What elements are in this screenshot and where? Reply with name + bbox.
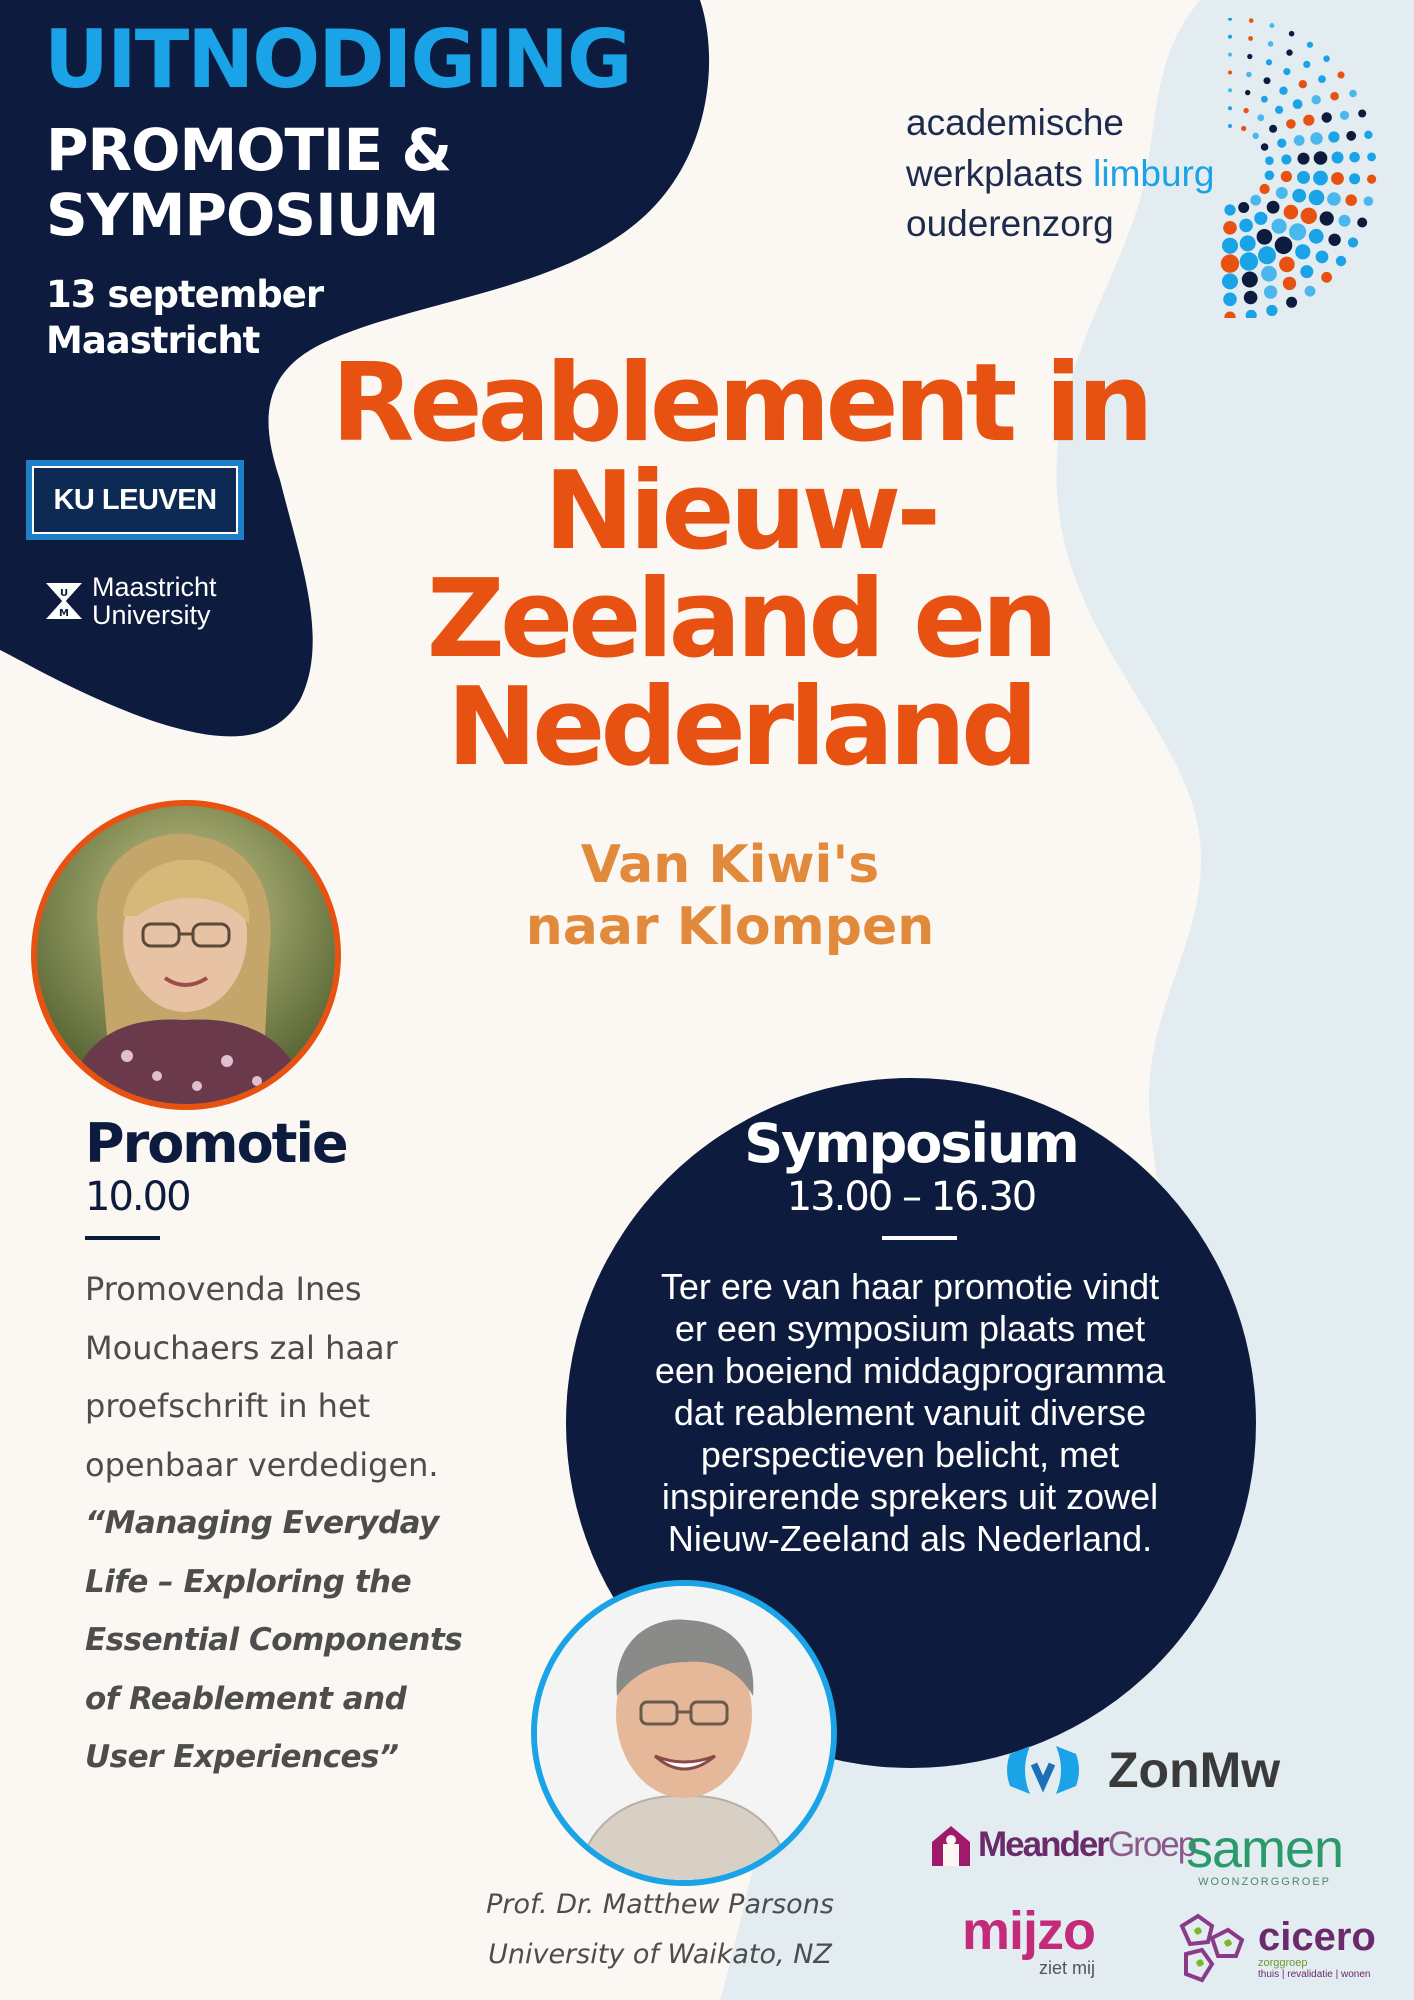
awlo-dot <box>1328 131 1339 142</box>
awlo-dot <box>1228 35 1232 39</box>
awlo-dot <box>1327 192 1341 206</box>
awlo-dot <box>1299 80 1307 88</box>
awlo-dot <box>1269 23 1274 28</box>
thesis-line: Life – Exploring the <box>85 1563 412 1600</box>
awlo-dot <box>1283 277 1296 290</box>
awlo-dot <box>1221 254 1239 272</box>
awlo-dot <box>1266 59 1272 65</box>
awlo-dot <box>1289 31 1295 37</box>
awlo-dot <box>1293 99 1303 109</box>
samen-sub-label: WOONZORGGROEP <box>1198 1876 1332 1888</box>
subtitle-line2: naar Klompen <box>525 897 935 958</box>
awlo-dot <box>1228 18 1232 21</box>
awlo-dot <box>1224 204 1235 215</box>
awlo-dot <box>1261 143 1269 151</box>
main-title <box>270 341 1210 790</box>
awlo-dot <box>1345 194 1357 206</box>
awlo-dot <box>1275 237 1293 255</box>
awlo-dot <box>1242 272 1258 288</box>
awlo-dot <box>1272 219 1287 234</box>
awlo-dot <box>1292 189 1306 203</box>
cicero-sub-label: zorggroep <box>1258 1956 1308 1969</box>
awlo-dot <box>1301 208 1317 224</box>
awlo-dot <box>1330 92 1339 101</box>
symposium-line: een boeiend middagprogramma <box>654 1350 1166 1391</box>
awlo-dot <box>1309 190 1325 206</box>
symposium-line: Ter ere van haar promotie vindt <box>660 1266 1160 1307</box>
awlo-dot <box>1349 152 1360 163</box>
mijzo-label: mijzo <box>962 1901 1096 1961</box>
awlo-dot <box>1228 106 1232 110</box>
awlo-dot <box>1364 131 1372 139</box>
symposium-description <box>600 1266 1220 1560</box>
awlo-dot <box>1316 251 1329 264</box>
awlo-dot <box>1328 234 1340 246</box>
awlo-dot <box>1222 238 1238 254</box>
awlo-dot <box>1339 215 1351 227</box>
awlo-dot <box>1261 266 1277 282</box>
symposium-line: perspectieven belicht, met <box>700 1434 1120 1475</box>
awlo-dot <box>1269 125 1277 133</box>
awlo-dot <box>1298 153 1310 165</box>
promotie-line: Mouchaers zal haar <box>85 1328 398 1367</box>
awlo-dot <box>1323 55 1330 62</box>
awlo-dot <box>1239 219 1253 233</box>
awlo-dot <box>1367 175 1376 184</box>
awlo-dot <box>1286 297 1297 308</box>
event-date: 13 september <box>46 273 324 316</box>
awlo-dot <box>1346 131 1356 141</box>
invitation-kicker: UITNODIGING <box>44 13 631 106</box>
awlo-dot <box>1295 244 1310 259</box>
title-line3: Zeeland en <box>426 557 1054 682</box>
meandergroep-logo <box>928 1822 1195 1868</box>
promotie-description <box>85 1260 485 1494</box>
event-city: Maastricht <box>46 319 260 363</box>
awlo-dot <box>1228 53 1232 57</box>
symposium-line: inspirerende sprekers uit zowel <box>661 1476 1159 1517</box>
awlo-line2-b: limburg <box>1093 152 1215 194</box>
awlo-dot <box>1367 153 1376 162</box>
awlo-dot <box>1277 139 1286 148</box>
title-line2: Nieuw- <box>543 449 937 574</box>
symposium-line: er een symposium plaats met <box>674 1308 1146 1349</box>
awlo-dot <box>1238 202 1249 213</box>
awlo-dot <box>1265 171 1275 181</box>
symposium-heading: Symposium <box>744 1112 1078 1175</box>
awlo-dot <box>1266 305 1277 316</box>
awlo-dot <box>1349 173 1360 184</box>
awlo-dot <box>1320 211 1334 225</box>
ku-leuven-logo <box>26 460 244 540</box>
awlo-dot <box>1336 256 1346 266</box>
awlo-dot <box>1222 273 1238 289</box>
awlo-dot <box>1286 119 1296 129</box>
svg-text:M: M <box>59 608 69 619</box>
samen-logo <box>1186 1819 1344 1888</box>
zonmw-emblem-icon <box>1000 1734 1086 1806</box>
awlo-dot <box>1228 71 1232 75</box>
awlo-dot <box>1297 171 1310 184</box>
speaker-caption <box>470 1880 850 1980</box>
um-name-line2: University <box>92 600 211 630</box>
awlo-dot <box>1309 229 1324 244</box>
subtitle <box>470 834 990 959</box>
awlo-dot <box>1267 201 1280 214</box>
meander-b: Groep <box>1107 1825 1196 1864</box>
zonmw-label: ZonMw <box>1108 1742 1281 1798</box>
awlo-dot <box>1314 151 1328 165</box>
awlo-dot <box>1264 77 1271 84</box>
awlo-dot <box>1275 106 1283 114</box>
um-emblem-icon <box>44 579 84 623</box>
awlo-dot <box>1228 124 1232 128</box>
awlo-dot <box>1253 133 1259 139</box>
event-type-line2: SYMPOSIUM <box>46 180 439 249</box>
awlo-dot <box>1294 135 1305 146</box>
title-line1: Reablement in <box>331 341 1149 466</box>
awlo-dot <box>1247 54 1252 59</box>
awlo-line1: academische <box>906 102 1125 143</box>
awlo-dot <box>1289 223 1306 240</box>
awlo-dot <box>1246 72 1252 78</box>
mijzo-sub-label: ziet mij <box>1039 1958 1096 1978</box>
speaker-name: Prof. Dr. Matthew Parsons <box>486 1889 834 1920</box>
awlo-dot <box>1228 88 1232 92</box>
meander-a: Meander <box>978 1825 1108 1864</box>
awlo-dot <box>1276 187 1288 199</box>
symposium-line: Nieuw-Zeeland als Nederland. <box>667 1518 1153 1559</box>
awlo-dot <box>1303 115 1314 126</box>
awlo-dot <box>1337 71 1344 78</box>
awlo-dot <box>1223 293 1237 307</box>
maastricht-university-logo <box>26 566 244 636</box>
awlo-dot <box>1261 96 1268 103</box>
subtitle-line1: Van Kiwi's <box>580 835 880 895</box>
awlo-dot <box>1248 36 1253 41</box>
awlo-dot <box>1321 272 1332 283</box>
awlo-dot <box>1279 257 1295 273</box>
symposium-divider <box>882 1236 957 1240</box>
awlo-dot <box>1279 87 1287 95</box>
thesis-line: Essential Components <box>85 1622 463 1658</box>
awlo-dot <box>1258 246 1276 264</box>
awlo-dot <box>1240 235 1256 251</box>
awlo-dot <box>1260 184 1270 194</box>
mijzo-logo <box>962 1901 1096 1979</box>
awlo-dot <box>1331 172 1344 185</box>
awlo-dot <box>1313 171 1328 186</box>
awlo-dot <box>1310 132 1322 144</box>
awlo-dot <box>1245 90 1250 95</box>
promotie-line: Promovenda Ines <box>85 1270 362 1308</box>
cicero-tagline: thuis | revalidatie | wonen <box>1258 1968 1371 1980</box>
awlo-dot <box>1249 18 1254 23</box>
awlo-dot <box>1312 95 1321 104</box>
awlo-dot <box>1286 49 1292 55</box>
awlo-dot <box>1307 42 1313 48</box>
thesis-line: User Experiences” <box>85 1739 399 1775</box>
awlo-dot <box>1283 68 1290 75</box>
thesis-line: of Reablement and <box>85 1680 407 1717</box>
promotie-line: openbaar verdedigen. <box>85 1445 439 1484</box>
awlo-dot <box>1244 291 1258 305</box>
promotie-heading: Promotie <box>85 1112 347 1175</box>
symposium-time: 13.00 – 16.30 <box>786 1174 1036 1220</box>
awlo-dots-icon <box>1120 18 1410 318</box>
awlo-dot <box>1268 41 1274 47</box>
promovenda-photo <box>31 800 341 1110</box>
um-name-line1: Maastricht <box>92 571 217 602</box>
awlo-dot <box>1300 265 1313 278</box>
svg-text:U: U <box>59 588 69 599</box>
awlo-dot <box>1349 90 1357 98</box>
awlo-dot <box>1340 111 1349 120</box>
event-type-line1: PROMOTIE & <box>46 116 452 184</box>
samen-label: samen <box>1186 1819 1344 1879</box>
awlo-dot <box>1332 152 1344 164</box>
awlo-dot <box>1364 196 1374 206</box>
event-type <box>46 118 451 248</box>
awlo-dot <box>1284 205 1299 220</box>
awlo-dot <box>1305 286 1316 297</box>
awlo-dot <box>1303 61 1310 68</box>
thesis-title <box>85 1494 505 1787</box>
awlo-dot <box>1357 218 1367 228</box>
awlo-dot <box>1318 75 1326 83</box>
awlo-dot <box>1246 310 1257 318</box>
promotie-time: 10.00 <box>85 1174 190 1220</box>
cicero-label: cicero <box>1258 1914 1376 1959</box>
maastricht-university-name <box>92 573 217 630</box>
awlo-dot <box>1358 110 1366 118</box>
title-line4: Nederland <box>446 665 1034 790</box>
promotie-line: proefschrift in het <box>85 1387 371 1425</box>
meandergroep-label <box>978 1825 1195 1865</box>
awlo-dot <box>1224 312 1235 319</box>
awlo-dot <box>1240 252 1258 270</box>
awlo-dot <box>1281 171 1292 182</box>
symposium-line: dat reablement vanuit diverse <box>673 1392 1147 1433</box>
awlo-dot <box>1223 221 1237 235</box>
cicero-emblem-icon <box>1172 1908 1252 1988</box>
awlo-line3: ouderenzorg <box>906 203 1114 245</box>
ku-leuven-label: KU LEUVEN <box>32 466 238 534</box>
awlo-dot <box>1348 237 1358 247</box>
cicero-logo <box>1172 1908 1376 1988</box>
awlo-dot <box>1265 156 1274 165</box>
thesis-line: “Managing Everyday <box>85 1505 439 1541</box>
speaker-affiliation: University of Waikato, NZ <box>488 1939 832 1970</box>
awlo-dot <box>1241 126 1246 131</box>
awlo-dot <box>1322 112 1332 122</box>
awlo-dot <box>1254 212 1267 225</box>
promotie-divider <box>85 1236 160 1240</box>
awlo-dot <box>1264 285 1277 298</box>
awlo-dot <box>1281 154 1291 164</box>
awlo-dot <box>1257 114 1264 121</box>
awlo-dot <box>1250 195 1261 206</box>
awlo-dot <box>1243 108 1248 113</box>
awlo-line2-a: werkplaats <box>906 152 1094 194</box>
zonmw-logo <box>1000 1730 1280 1810</box>
cicero-texts <box>1258 1914 1376 1980</box>
awlo-dot <box>1257 229 1273 245</box>
meander-house-icon <box>928 1822 974 1868</box>
speaker-photo <box>531 1580 837 1886</box>
